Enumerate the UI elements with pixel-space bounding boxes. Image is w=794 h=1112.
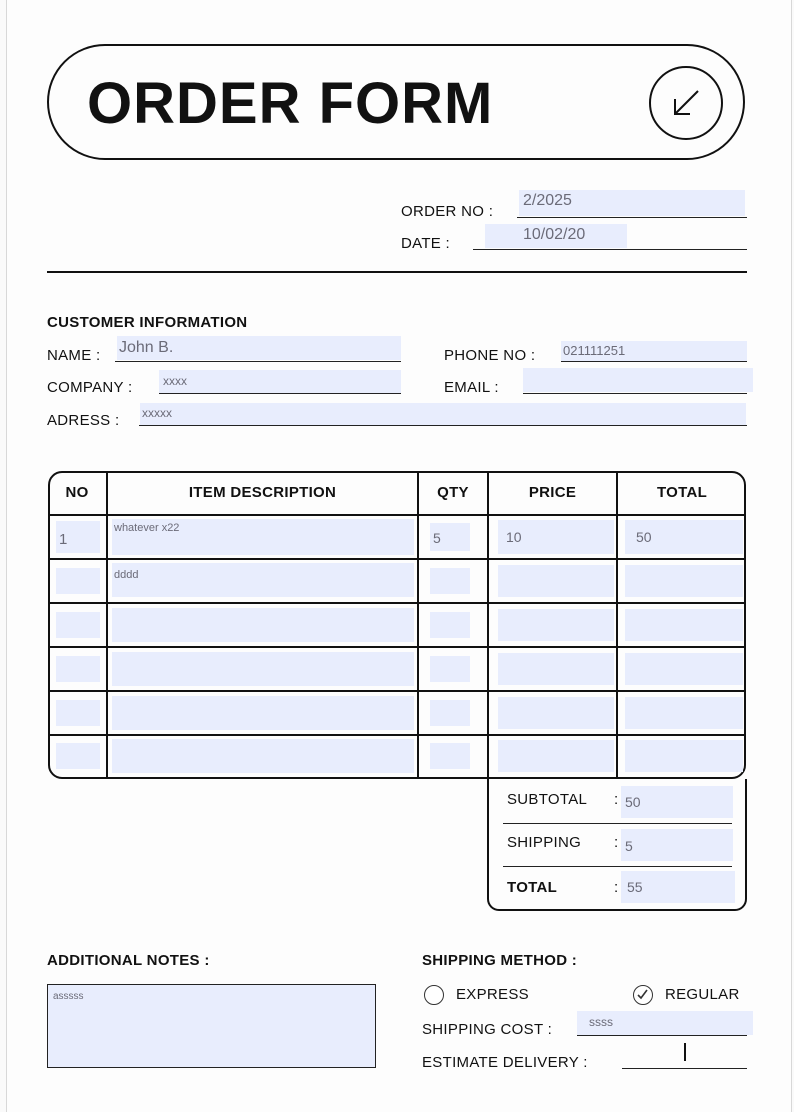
- row-divider: [48, 646, 746, 648]
- shipping-label: SHIPPING: [507, 834, 582, 851]
- express-radio[interactable]: [424, 985, 444, 1005]
- express-label: EXPRESS: [456, 986, 529, 1003]
- date-label: DATE :: [401, 235, 451, 252]
- subtotal-label: SUBTOTAL: [507, 791, 588, 808]
- col-header-price: PRICE: [528, 484, 577, 501]
- row-divider: [48, 558, 746, 560]
- row-3-price[interactable]: [498, 609, 614, 641]
- row-4-price[interactable]: [498, 653, 614, 685]
- order-no-input[interactable]: 2/2025: [519, 190, 745, 216]
- col-header-no: NO: [65, 484, 89, 501]
- col-divider: [487, 471, 489, 779]
- date-underline: [473, 249, 747, 250]
- subtotal-value[interactable]: 50: [621, 786, 733, 818]
- shipping-cost-input[interactable]: ssss: [577, 1011, 753, 1035]
- phone-label: PHONE NO :: [444, 347, 536, 364]
- page-title: ORDER FORM: [87, 71, 494, 136]
- estimate-delivery-label: ESTIMATE DELIVERY :: [422, 1054, 588, 1071]
- row-2-description[interactable]: dddd: [112, 563, 414, 597]
- row-5-description[interactable]: [112, 696, 414, 730]
- shipping-method-label: SHIPPING METHOD :: [422, 952, 578, 969]
- address-input[interactable]: xxxxx: [140, 403, 746, 425]
- row-3-qty[interactable]: [430, 612, 470, 638]
- row-6-no[interactable]: [56, 743, 100, 769]
- name-underline: [115, 361, 401, 362]
- row-3-description[interactable]: [112, 608, 414, 642]
- text-cursor: [684, 1043, 686, 1061]
- header-divider: [47, 271, 747, 273]
- notes-label: ADDITIONAL NOTES :: [47, 952, 210, 969]
- row-2-no[interactable]: [56, 568, 100, 594]
- total-value[interactable]: 55: [621, 871, 735, 903]
- row-divider: [48, 602, 746, 604]
- customer-section-title: CUSTOMER INFORMATION: [47, 314, 248, 331]
- total-colon: :: [614, 879, 619, 896]
- row-1-description[interactable]: whatever x22: [112, 519, 414, 555]
- estimate-delivery-underline: [622, 1068, 747, 1069]
- col-header-description: ITEM DESCRIPTION: [188, 484, 337, 501]
- phone-input[interactable]: 021111251: [561, 341, 747, 361]
- address-underline: [139, 425, 747, 426]
- row-1-total[interactable]: 50: [625, 520, 743, 554]
- company-label: COMPANY :: [47, 379, 133, 396]
- row-5-price[interactable]: [498, 697, 614, 729]
- notes-textarea[interactable]: asssss: [47, 984, 376, 1068]
- row-6-qty[interactable]: [430, 743, 470, 769]
- regular-radio[interactable]: [633, 985, 653, 1005]
- row-6-price[interactable]: [498, 740, 614, 772]
- row-4-no[interactable]: [56, 656, 100, 682]
- items-table: [48, 471, 748, 780]
- order-form-page: [6, 0, 792, 1112]
- row-1-price[interactable]: 10: [498, 520, 614, 554]
- shipping-cost-label: SHIPPING COST :: [422, 1021, 553, 1038]
- row-1-qty[interactable]: 5: [430, 523, 470, 551]
- row-2-total[interactable]: [625, 565, 743, 597]
- company-underline: [159, 393, 401, 394]
- row-divider: [48, 690, 746, 692]
- shipping-colon: :: [614, 834, 619, 851]
- phone-underline: [561, 361, 747, 362]
- shipping-underline: [503, 866, 732, 867]
- total-label: TOTAL: [507, 879, 558, 896]
- subtotal-colon: :: [614, 791, 619, 808]
- row-3-total[interactable]: [625, 609, 743, 641]
- row-divider: [48, 514, 746, 516]
- subtotal-underline: [503, 823, 732, 824]
- row-1-no[interactable]: 1: [56, 521, 100, 553]
- email-input[interactable]: [523, 368, 753, 392]
- row-5-no[interactable]: [56, 700, 100, 726]
- name-input[interactable]: John B.: [117, 336, 401, 360]
- col-header-total: TOTAL: [656, 484, 708, 501]
- row-5-qty[interactable]: [430, 700, 470, 726]
- check-icon: [634, 986, 651, 1003]
- date-input[interactable]: 10/02/20: [485, 224, 627, 248]
- col-divider: [417, 471, 419, 779]
- col-header-qty: QTY: [437, 484, 469, 501]
- row-4-qty[interactable]: [430, 656, 470, 682]
- shipping-cost-underline: [577, 1035, 747, 1036]
- col-divider: [616, 471, 618, 779]
- row-5-total[interactable]: [625, 697, 743, 729]
- row-6-total[interactable]: [625, 740, 743, 772]
- arrow-down-left-icon: [649, 66, 723, 140]
- email-underline: [523, 393, 747, 394]
- col-divider: [106, 471, 108, 779]
- row-2-price[interactable]: [498, 565, 614, 597]
- address-label: ADRESS :: [47, 412, 120, 429]
- row-6-description[interactable]: [112, 739, 414, 773]
- company-input[interactable]: xxxx: [159, 370, 401, 393]
- email-label: EMAIL :: [444, 379, 499, 396]
- row-2-qty[interactable]: [430, 568, 470, 594]
- row-4-total[interactable]: [625, 653, 743, 685]
- name-label: NAME :: [47, 347, 101, 364]
- regular-label: REGULAR: [665, 986, 740, 1003]
- shipping-value[interactable]: 5: [621, 829, 733, 861]
- row-4-description[interactable]: [112, 652, 414, 686]
- title-banner: [47, 44, 745, 160]
- order-no-underline: [517, 217, 747, 218]
- row-divider: [48, 734, 746, 736]
- row-3-no[interactable]: [56, 612, 100, 638]
- order-no-label: ORDER NO :: [401, 203, 494, 220]
